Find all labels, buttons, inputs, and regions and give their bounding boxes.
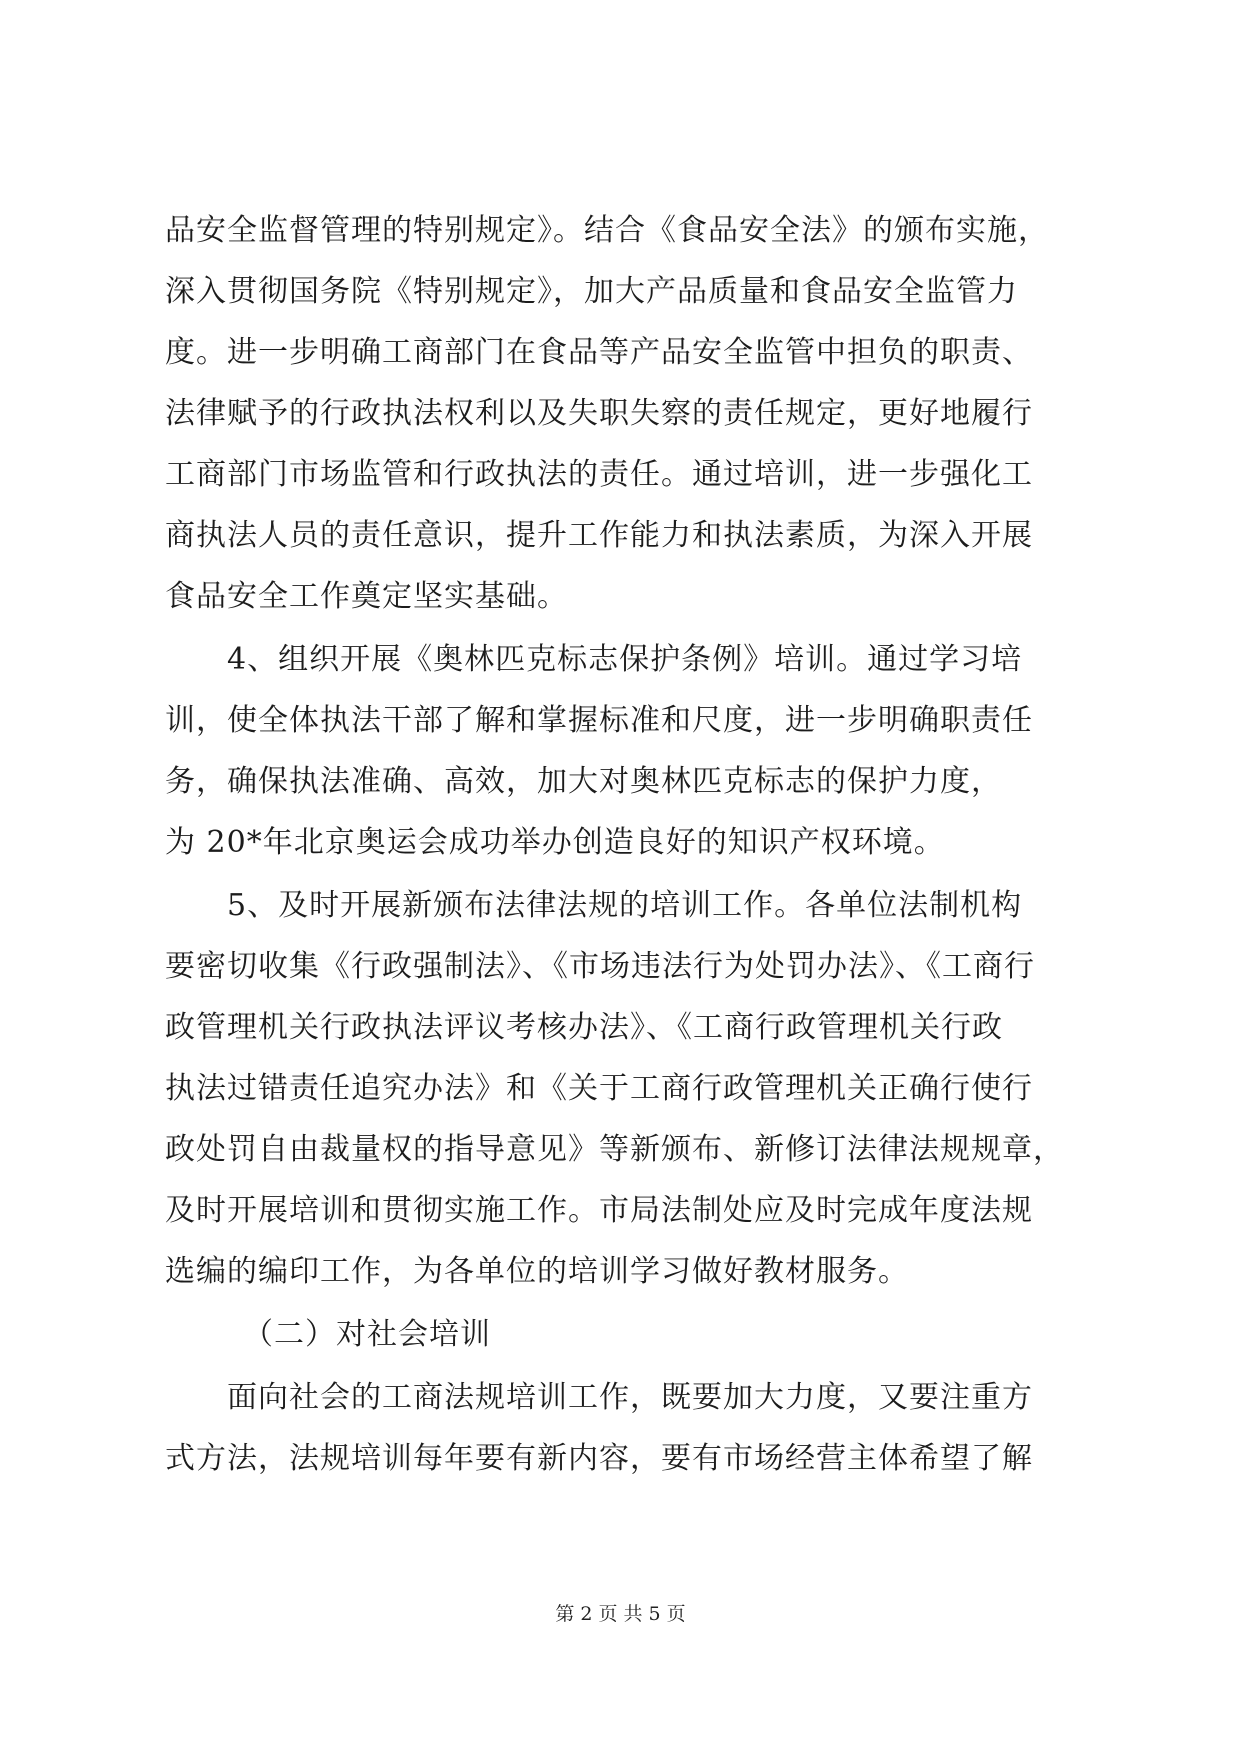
page-number-footer: 第 2 页 共 5 页 <box>555 1603 686 1625</box>
body-text-line: 执法过错责任追究办法》和《关于工商行政管理机关正确行使行 <box>165 1071 1033 1106</box>
body-text-line: 法律赋予的行政执法权利以及失职失察的责任规定，更好地履行 <box>165 396 1033 431</box>
body-text-line: 政管理机关行政执法评议考核办法》、《工商行政管理机关行政 <box>165 1010 1003 1045</box>
body-text-line: 食品安全工作奠定坚实基础。 <box>165 579 568 614</box>
body-text-line: 选编的编印工作，为各单位的培训学习做好教材服务。 <box>165 1254 909 1289</box>
paragraph-4-first-line: 4、组织开展《奥林匹克标志保护条例》培训。通过学习培 <box>227 642 1023 677</box>
body-text-line: 训，使全体执法干部了解和掌握标准和尺度，进一步明确职责任 <box>165 703 1033 738</box>
body-text-line: 要密切收集《行政强制法》、《市场违法行为处罚办法》、《工商行 <box>165 949 1035 984</box>
section-heading: （二）对社会培训 <box>243 1317 491 1352</box>
body-text-line: 为 20*年北京奥运会成功举办创造良好的知识产权环境。 <box>165 825 945 860</box>
body-text-line: 商执法人员的责任意识，提升工作能力和执法素质，为深入开展 <box>165 518 1033 553</box>
paragraph-5-first-line: 5、及时开展新颁布法律法规的培训工作。各单位法制机构 <box>227 888 1023 923</box>
body-text-line: 及时开展培训和贯彻实施工作。市局法制处应及时完成年度法规 <box>165 1193 1033 1228</box>
body-text-line: 品安全监督管理的特别规定》。结合《食品安全法》的颁布实施， <box>165 213 1049 248</box>
body-text-line: 工商部门市场监管和行政执法的责任。通过培训，进一步强化工 <box>165 457 1033 492</box>
paragraph-first-line: 面向社会的工商法规培训工作，既要加大力度，又要注重方 <box>227 1380 1033 1415</box>
body-text-line: 度。进一步明确工商部门在食品等产品安全监管中担负的职责、 <box>165 335 1033 370</box>
body-text-line: 政处罚自由裁量权的指导意见》等新颁布、新修订法律法规规章， <box>165 1132 1064 1167</box>
body-text-line: 深入贯彻国务院《特别规定》，加大产品质量和食品安全监管力 <box>165 274 1018 309</box>
body-text-line: 式方法，法规培训每年要有新内容，要有市场经营主体希望了解 <box>165 1441 1033 1476</box>
body-text-line: 务，确保执法准确、高效，加大对奥林匹克标志的保护力度， <box>165 764 1002 799</box>
